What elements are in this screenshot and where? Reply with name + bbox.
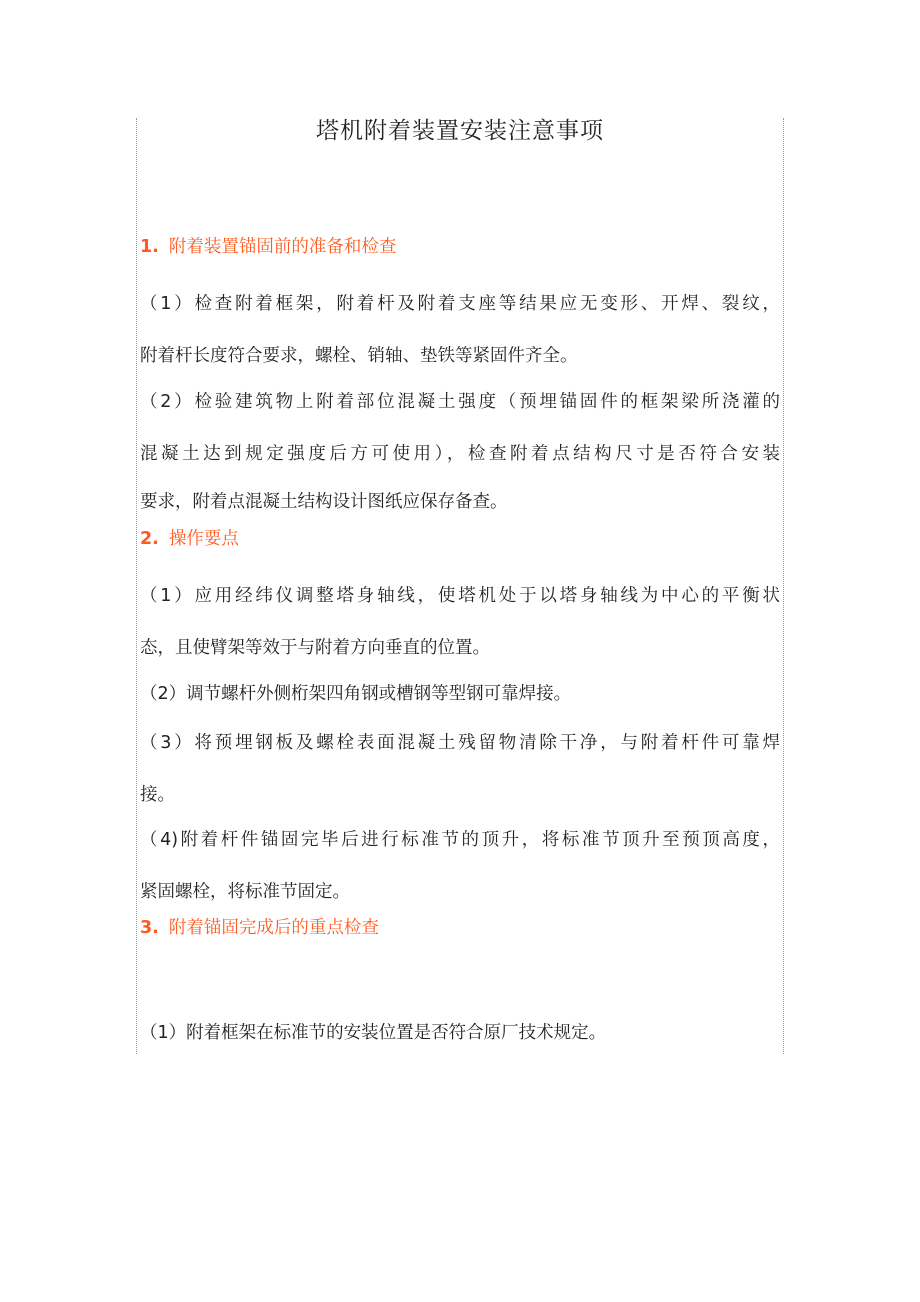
- section-2-line-7: 紧固螺栓，将标准节固定。: [140, 882, 350, 902]
- section-2-number: 2.: [140, 529, 159, 549]
- section-2-heading: [140, 527, 239, 551]
- section-1-title: 附着装置锚固前的准备和检查: [168, 237, 397, 257]
- section-2-line-2: 态，且使臂架等效于与附着方向垂直的位置。: [140, 638, 490, 658]
- section-1-line-2: 附着杆长度符合要求，螺栓、销轴、垫铁等紧固件齐全。: [140, 346, 578, 366]
- section-2-line-5: 接。: [140, 785, 175, 805]
- section-2-line-1: （1）应用经纬仪调整塔身轴线，使塔机处于以塔身轴线为中心的平衡状: [140, 586, 780, 606]
- section-1-line-4: 混凝土达到规定强度后方可使用），检查附着点结构尺寸是否符合安装: [140, 444, 780, 464]
- section-1-line-1: （1）检查附着框架，附着杆及附着支座等结果应无变形、开焊、裂纹，: [140, 294, 780, 314]
- section-2-title: 操作要点: [168, 529, 239, 549]
- section-3-title: 附着锚固完成后的重点检查: [168, 918, 379, 938]
- section-2-line-3: （2）调节螺杆外侧桁架四角钢或槽钢等型钢可靠焊接。: [140, 684, 572, 704]
- section-1-line-3: （2）检验建筑物上附着部位混凝土强度（预埋锚固件的框架梁所浇灌的: [140, 392, 780, 412]
- section-2-line-6: （4)附着杆件锚固完毕后进行标准节的顶升，将标准节顶升至预顶高度，: [140, 830, 780, 850]
- section-3-heading: [140, 916, 379, 940]
- section-2-line-4: （3）将预埋钢板及螺栓表面混凝土残留物清除干净，与附着杆件可靠焊: [140, 733, 780, 753]
- section-1-line-5: 要求，附着点混凝土结构设计图纸应保存备查。: [140, 492, 508, 512]
- section-1-number: 1.: [140, 237, 159, 257]
- document-title: 塔机附着装置安装注意事项: [316, 118, 604, 144]
- section-1-heading: [140, 235, 396, 259]
- section-3-number: 3.: [140, 918, 159, 938]
- section-3-line-1: （1）附着框架在标准节的安装位置是否符合原厂技术规定。: [140, 1023, 607, 1043]
